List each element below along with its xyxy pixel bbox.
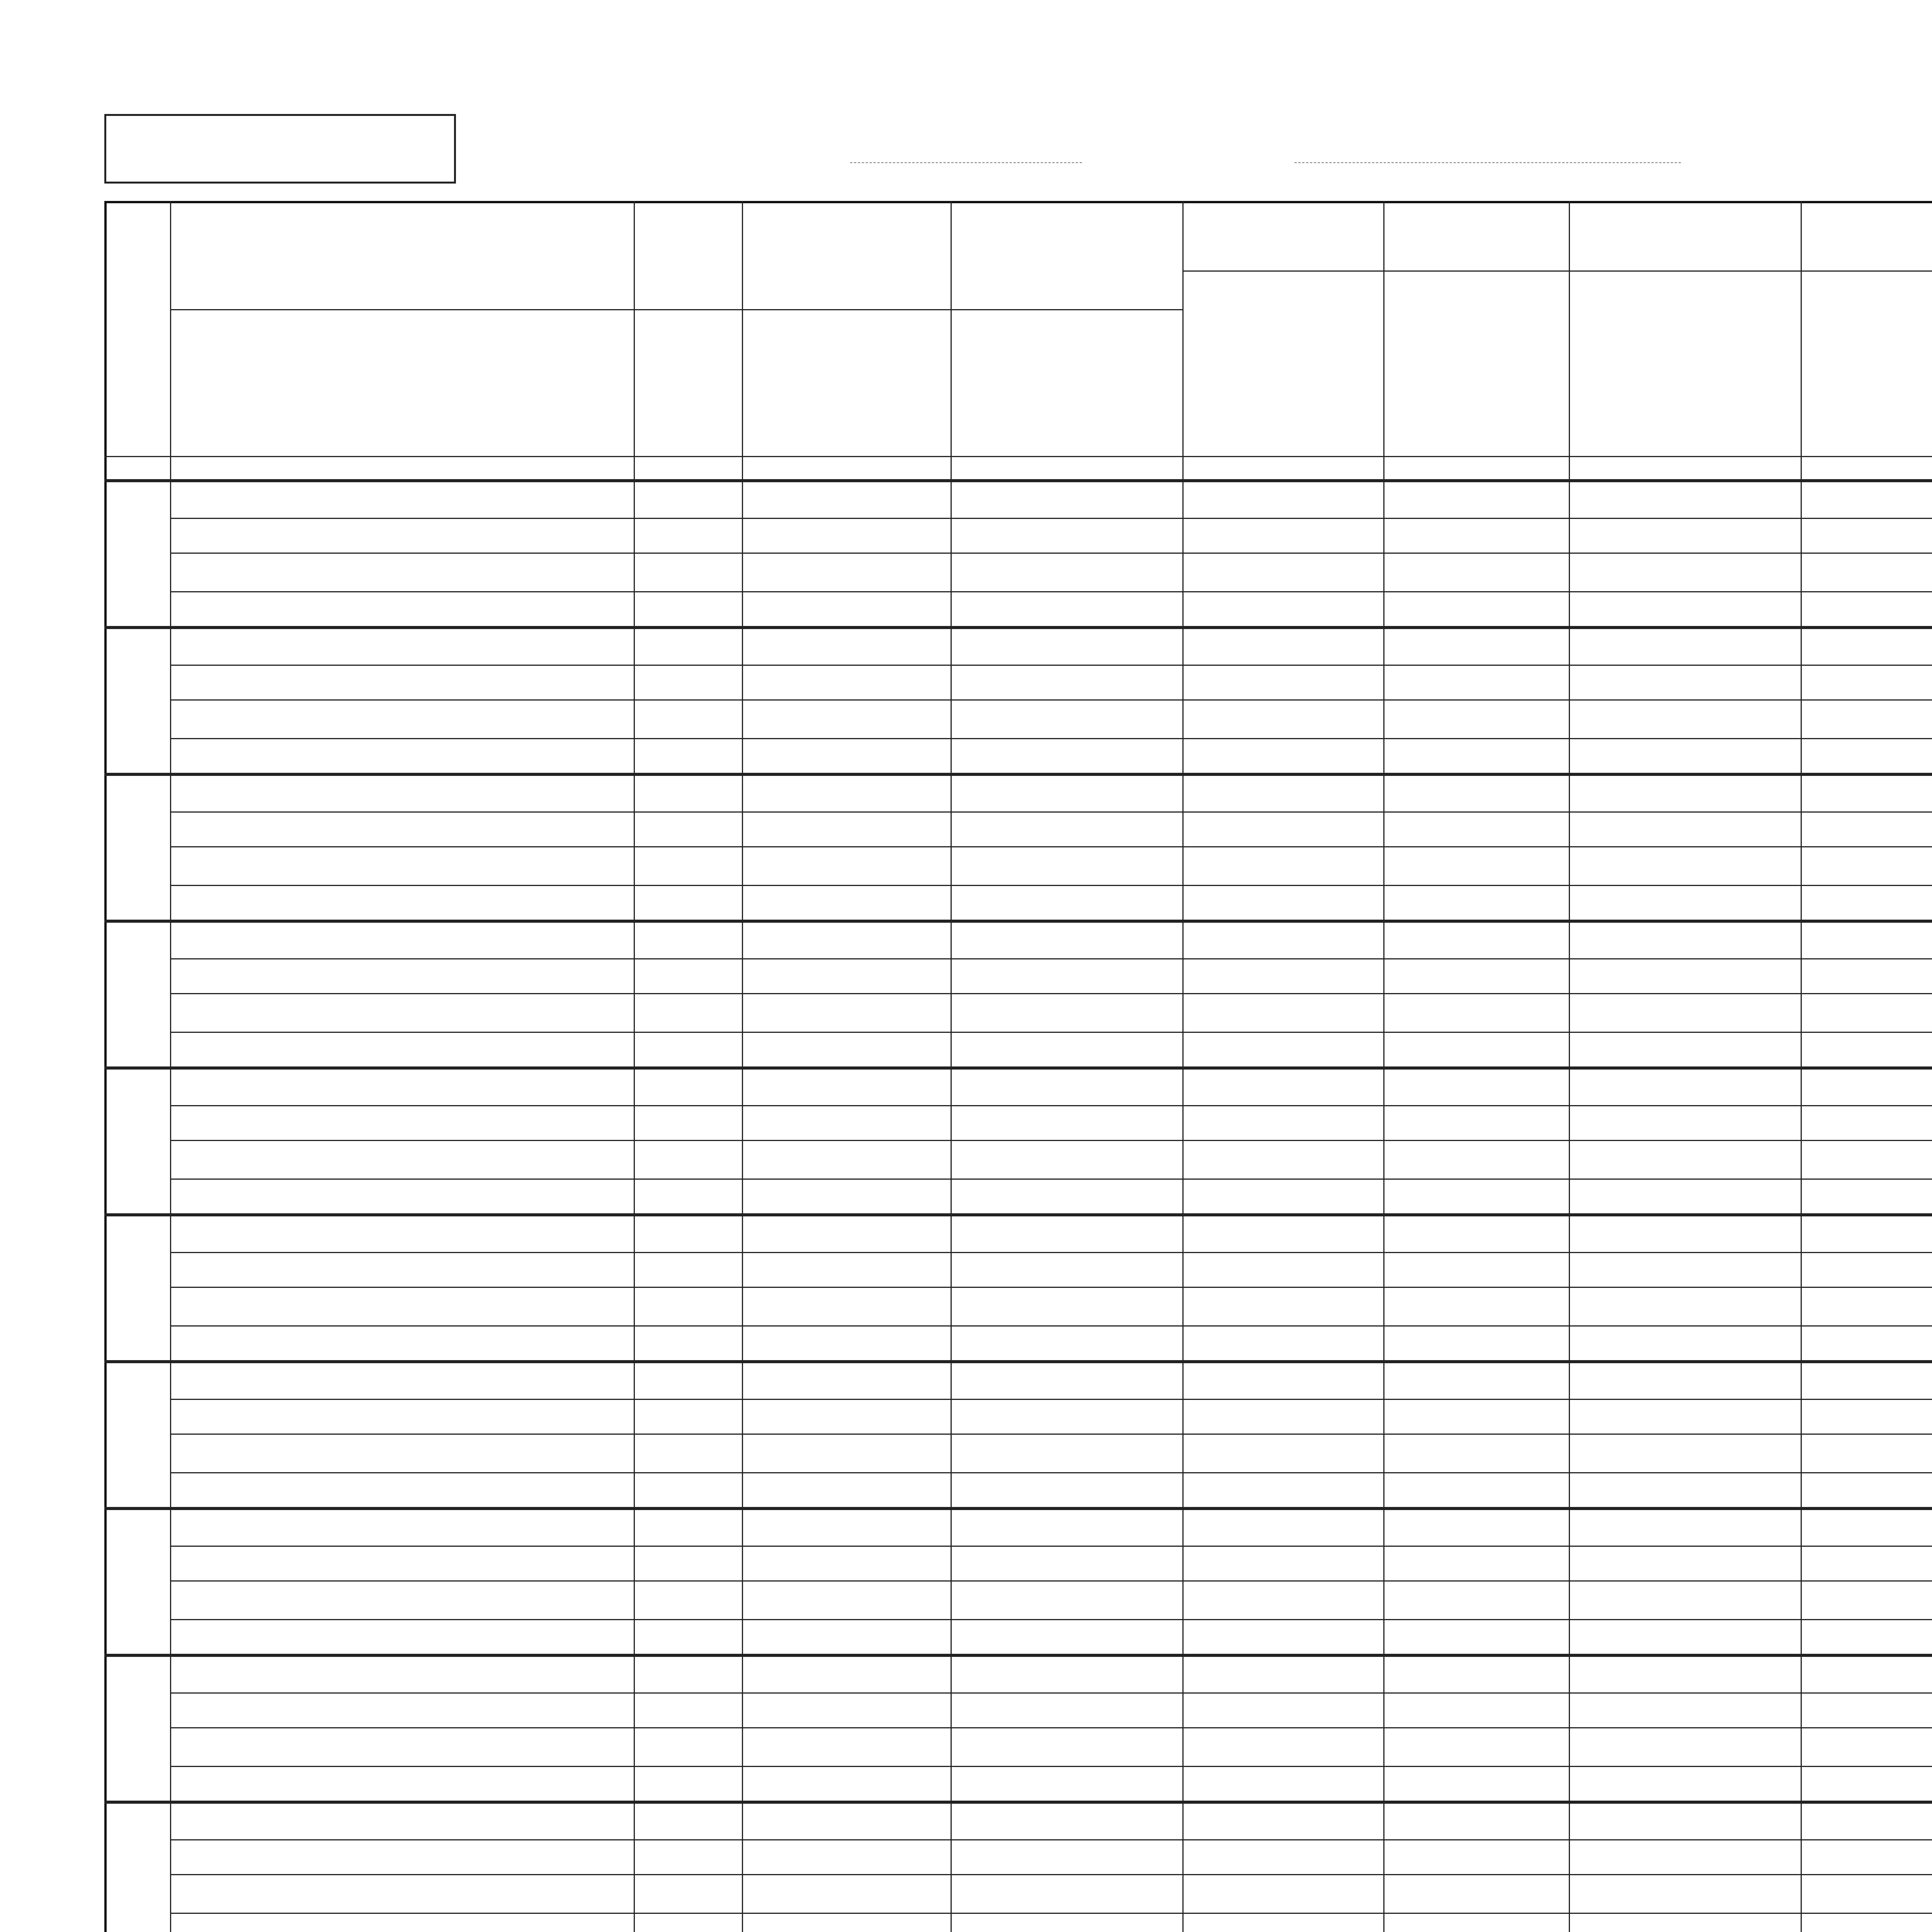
header-bottom-rule [104,479,1932,482]
person-subline [170,1692,1932,1694]
person-subline [170,591,1932,592]
person-subline [170,1580,1932,1582]
person-subline [170,993,1932,994]
person-row-separator [104,1360,1932,1363]
person-subline [170,518,1932,519]
person-subline [170,846,1932,847]
person-subline [170,1619,1932,1620]
person-row-separator [104,773,1932,776]
person-subline [170,1472,1932,1473]
person-row-separator [104,1066,1932,1070]
person-subline [170,811,1932,813]
person-subline [170,1546,1932,1547]
person-subline [170,553,1932,554]
person-row-separator [104,1507,1932,1510]
person-subline [170,1252,1932,1253]
prior-register-box [104,114,456,184]
street-fill-line [1294,162,1681,163]
person-row-separator [104,626,1932,629]
person-subline [170,1766,1932,1767]
person-subline [170,1140,1932,1141]
person-row-separator [104,1654,1932,1657]
person-subline [170,699,1932,701]
person-subline [170,1839,1932,1840]
person-subline [170,1179,1932,1180]
person-subline [170,1913,1932,1914]
person-subline [170,665,1932,666]
person-subline [170,1434,1932,1435]
group-title-rule [1182,270,1932,272]
person-subline [170,1032,1932,1033]
person-subline [170,1325,1932,1327]
person-row-separator [104,1801,1932,1804]
person-subline [170,738,1932,739]
person-subline [170,1399,1932,1400]
person-subline [170,1874,1932,1875]
colnum-rule [104,456,1932,457]
person-subline [170,885,1932,886]
person-subline [170,1105,1932,1106]
person-subline [170,1727,1932,1728]
afdeeling-fill-line [850,162,1082,163]
person-subline [170,958,1932,959]
person-subline [170,1287,1932,1288]
person-row-separator [104,1213,1932,1216]
person-row-separator [104,920,1932,923]
persons-desc-rule [170,309,1182,310]
